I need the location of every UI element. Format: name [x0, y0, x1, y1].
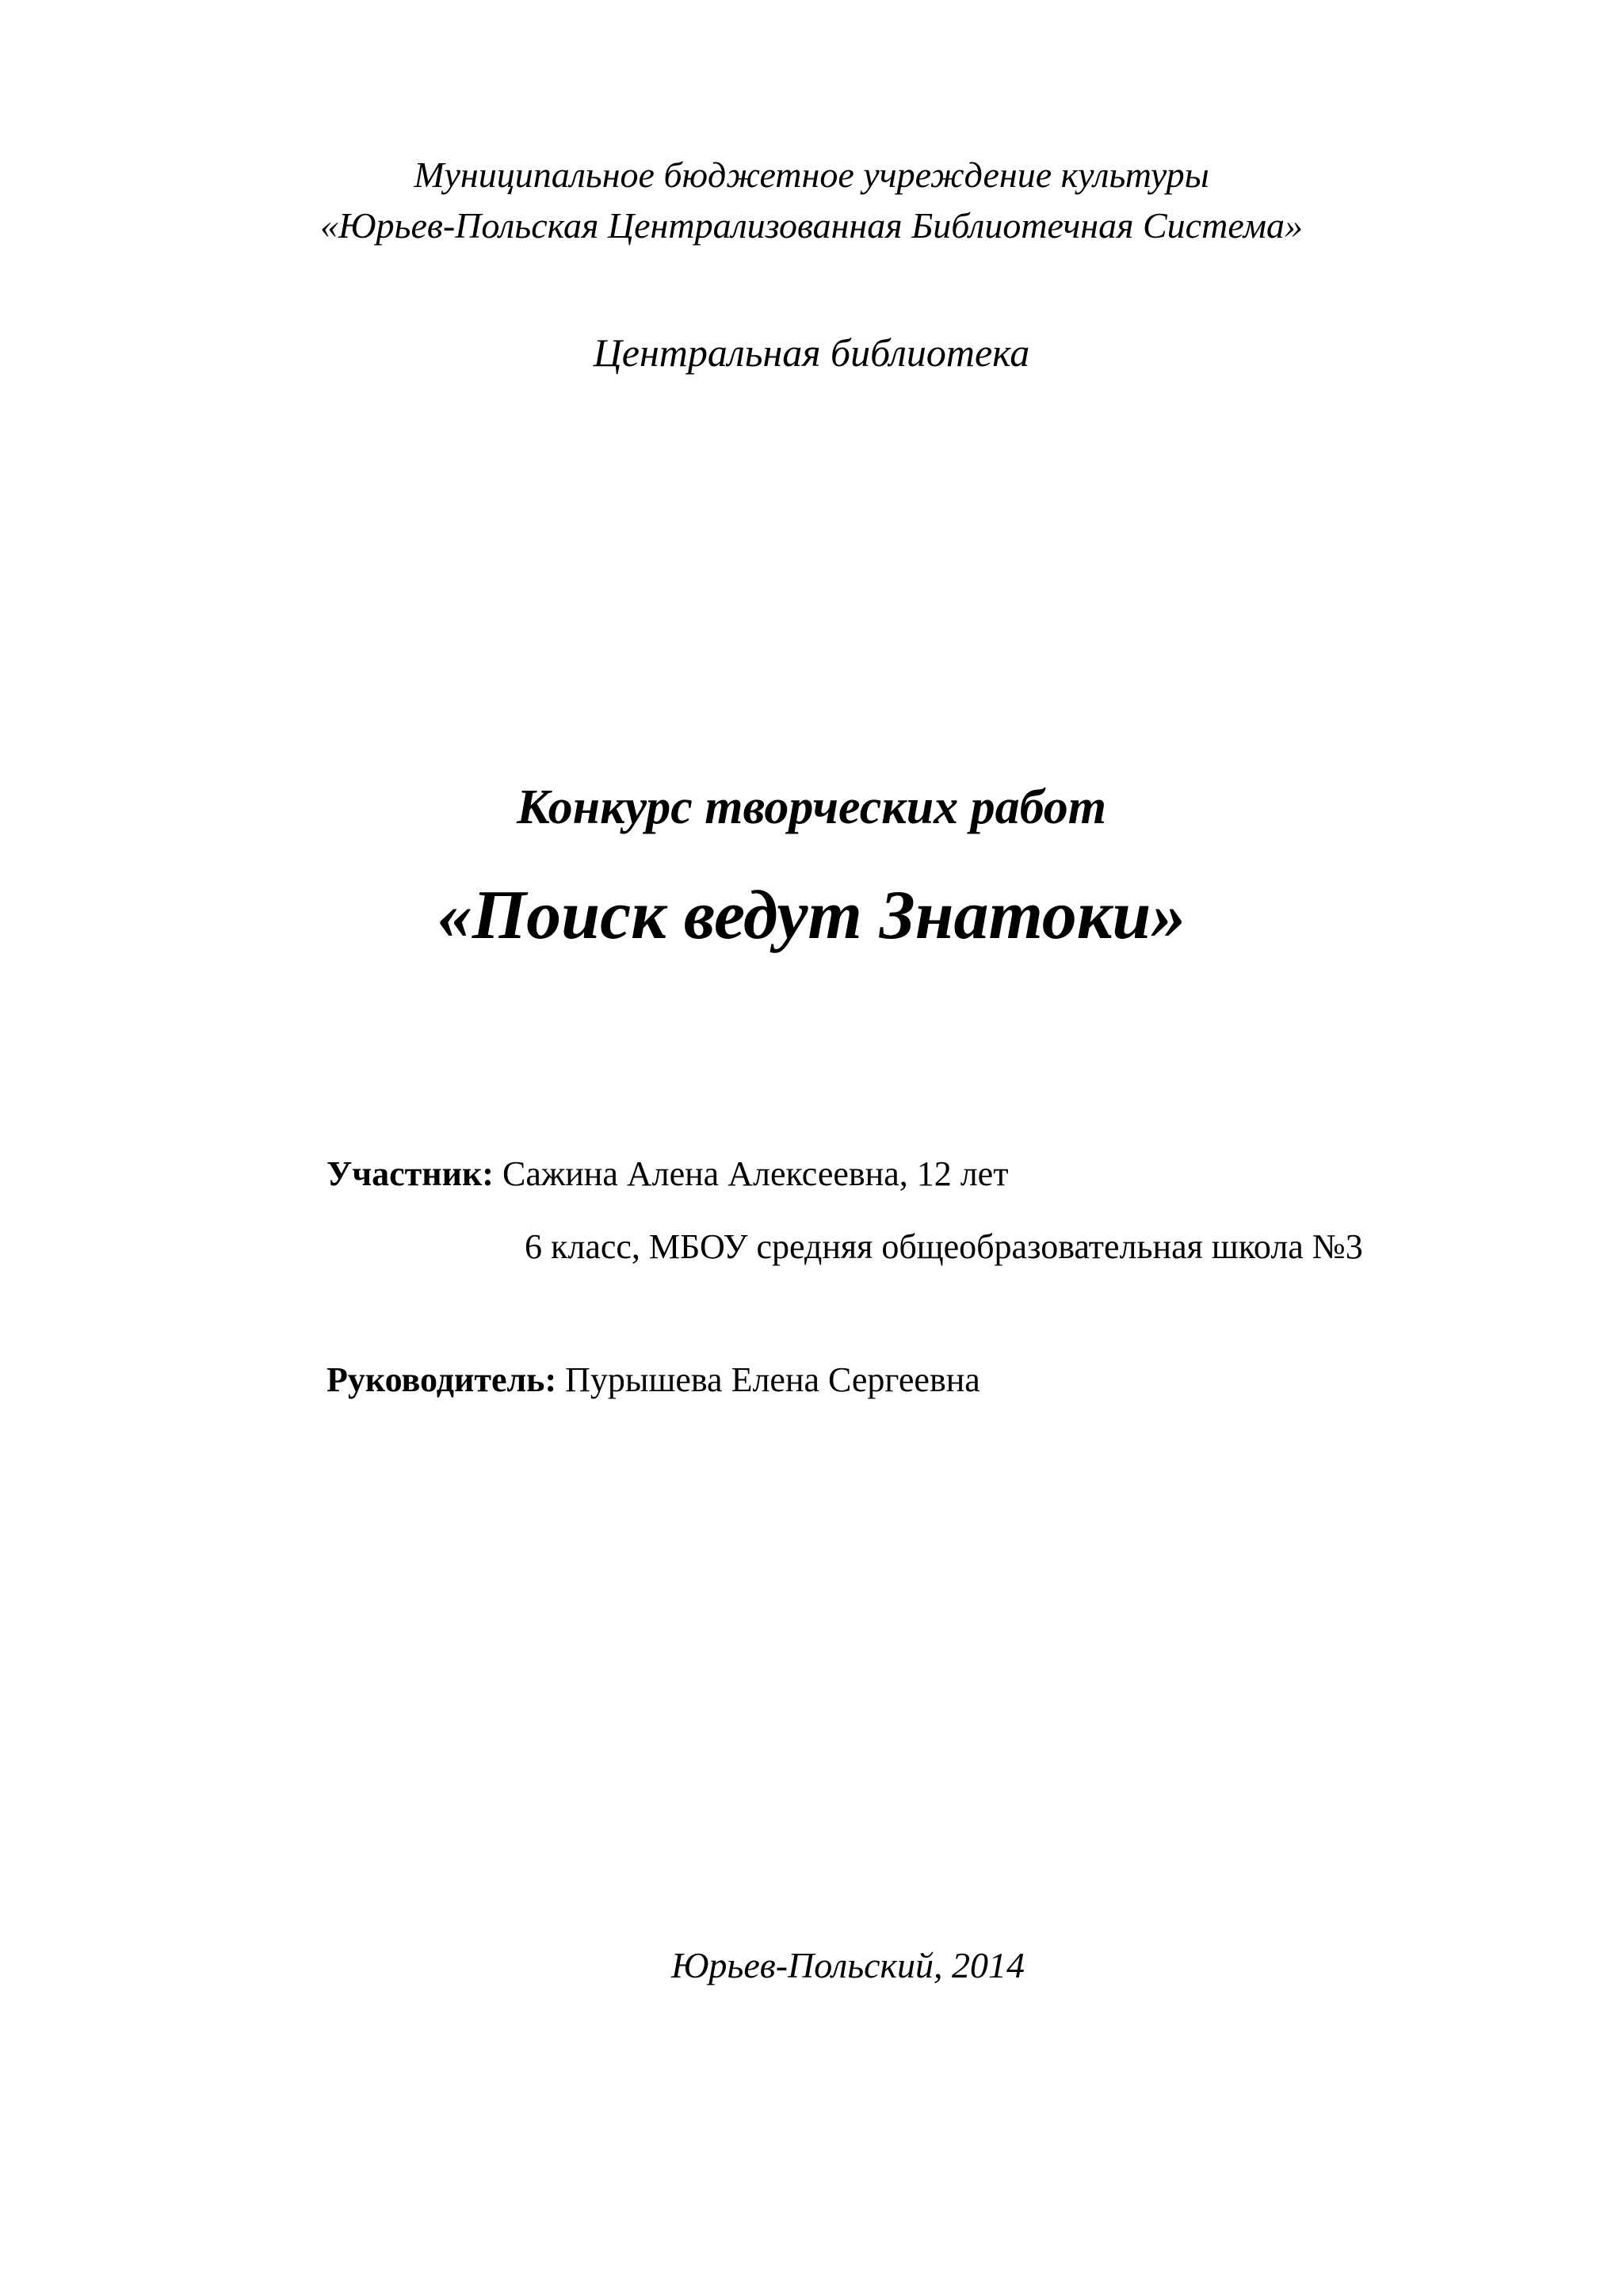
contest-heading: Конкурс творческих работ — [516, 780, 1107, 834]
participant-line — [327, 1154, 1009, 1193]
supervisor-name: Пурышева Елена Сергеевна — [565, 1360, 980, 1399]
work-title: «Поиск ведут Знатоки» — [437, 877, 1186, 954]
organization-line-2: «Юрьев-Польская Централизованная Библиотечная Система» — [320, 205, 1303, 246]
footer-place-year: Юрьев-Польский, 2014 — [670, 1945, 1025, 1985]
participant-name: Сажина Алена Алексеевна, 12 лет — [502, 1154, 1009, 1193]
supervisor-label: Руководитель: — [327, 1360, 557, 1399]
participant-label: Участник: — [327, 1154, 494, 1193]
organization-line-1: Муниципальное бюджетное учреждение культуры — [414, 154, 1209, 195]
supervisor-line — [327, 1360, 980, 1399]
library-name: Центральная библиотека — [593, 330, 1030, 375]
participant-details: 6 класс, МБОУ средняя общеобразовательная школа №3 — [525, 1227, 1363, 1266]
